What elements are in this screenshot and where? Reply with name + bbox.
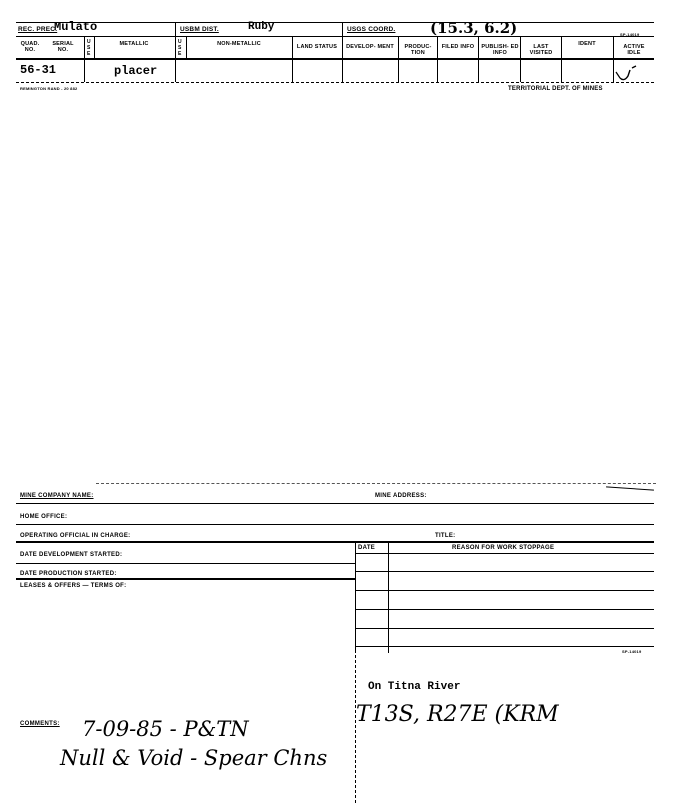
table-row-line — [355, 646, 654, 647]
handwritten-comment-1: 7-09-85 - P&TN — [82, 717, 249, 741]
date-development-label: DATE DEVELOPMENT STARTED: — [20, 552, 123, 558]
form-number-bottom: SP-14019 — [622, 649, 642, 654]
usbm-dist-label: USBM DIST. — [180, 26, 219, 33]
last-visited-header: LAST VISITED — [529, 44, 553, 56]
divider — [398, 37, 399, 82]
usbm-dist-value: Ruby — [248, 21, 275, 33]
reason-column-header: REASON FOR WORK STOPPAGE — [452, 545, 555, 551]
row-line — [16, 524, 654, 525]
use-metal-header: U S E — [87, 39, 91, 57]
divider — [94, 37, 95, 58]
rec-prec-label: REC. PREC. — [18, 26, 58, 33]
table-row-line — [355, 628, 654, 629]
active-idle-header: ACTIVE IDLE — [623, 44, 645, 56]
header-row-border — [16, 36, 654, 37]
divider — [342, 22, 343, 82]
column-header-border — [16, 58, 654, 60]
divider — [175, 22, 176, 82]
card-bottom-border — [16, 82, 654, 83]
usgs-coord-label: USGS COORD. — [347, 26, 396, 33]
usgs-coord-value: (15.3, 6.2) — [430, 19, 518, 37]
location-note: On Titna River — [368, 681, 461, 693]
ident-header: IDENT — [578, 41, 596, 47]
divider — [437, 37, 438, 82]
divider — [186, 37, 187, 58]
quad-serial-value: 56-31 — [20, 63, 57, 77]
divider — [520, 37, 521, 82]
rec-prec-value: Mulato — [54, 20, 98, 34]
land-status-header: LAND STATUS — [296, 44, 338, 50]
agency-label: TERRITORIAL DEPT. OF MINES — [508, 86, 603, 92]
metallic-header: METALLIC — [119, 41, 149, 47]
form-number: SP-14019 — [620, 32, 640, 37]
table-divider — [388, 543, 389, 653]
development-header: DEVELOP- MENT — [346, 44, 394, 50]
checkmark-icon — [614, 62, 654, 84]
printer-note: REMINGTON RAND - 20 882 — [20, 86, 78, 91]
mine-company-label: MINE COMPANY NAME: — [20, 493, 94, 499]
operating-official-label: OPERATING OFFICIAL IN CHARGE: — [20, 533, 131, 539]
card-top-border — [16, 22, 654, 23]
column-divider — [355, 655, 356, 803]
home-office-label: HOME OFFICE: — [20, 514, 68, 520]
date-production-label: DATE PRODUCTION STARTED: — [20, 571, 117, 577]
perforation-line — [96, 483, 656, 484]
use-nonmetal-header: U S E — [178, 39, 182, 57]
published-info-header: PUBLISH- ED INFO — [481, 44, 519, 56]
table-row-line — [355, 609, 654, 610]
non-metallic-header: NON-METALLIC — [217, 41, 261, 47]
production-header: PRODUC- TION — [404, 44, 432, 56]
row-line — [16, 578, 355, 580]
table-left-border — [355, 543, 356, 653]
filed-info-header: FILED INFO — [441, 44, 475, 50]
divider — [561, 37, 562, 82]
leases-label: LEASES & OFFERS — TERMS OF: — [20, 583, 127, 589]
stroke-mark — [606, 486, 654, 490]
row-line — [16, 541, 654, 543]
comments-label: COMMENTS: — [20, 721, 60, 727]
serial-no-header: SERIAL NO. — [52, 41, 74, 53]
table-row-line — [355, 571, 654, 572]
title-label: TITLE: — [435, 533, 456, 539]
row-line — [16, 563, 355, 564]
divider — [478, 37, 479, 82]
mine-address-label: MINE ADDRESS: — [375, 493, 427, 499]
divider — [84, 37, 85, 82]
table-row-line — [355, 590, 654, 591]
divider — [292, 37, 293, 82]
handwritten-comment-2: Null & Void - Spear Chns — [60, 746, 328, 770]
row-line — [16, 503, 654, 504]
handwritten-location: T13S, R27E (KRM — [356, 702, 559, 727]
metallic-value: placer — [114, 64, 158, 78]
date-column-header: DATE — [358, 545, 376, 551]
table-row-line — [355, 553, 654, 554]
quad-no-header: QUAD. NO. — [20, 41, 40, 53]
